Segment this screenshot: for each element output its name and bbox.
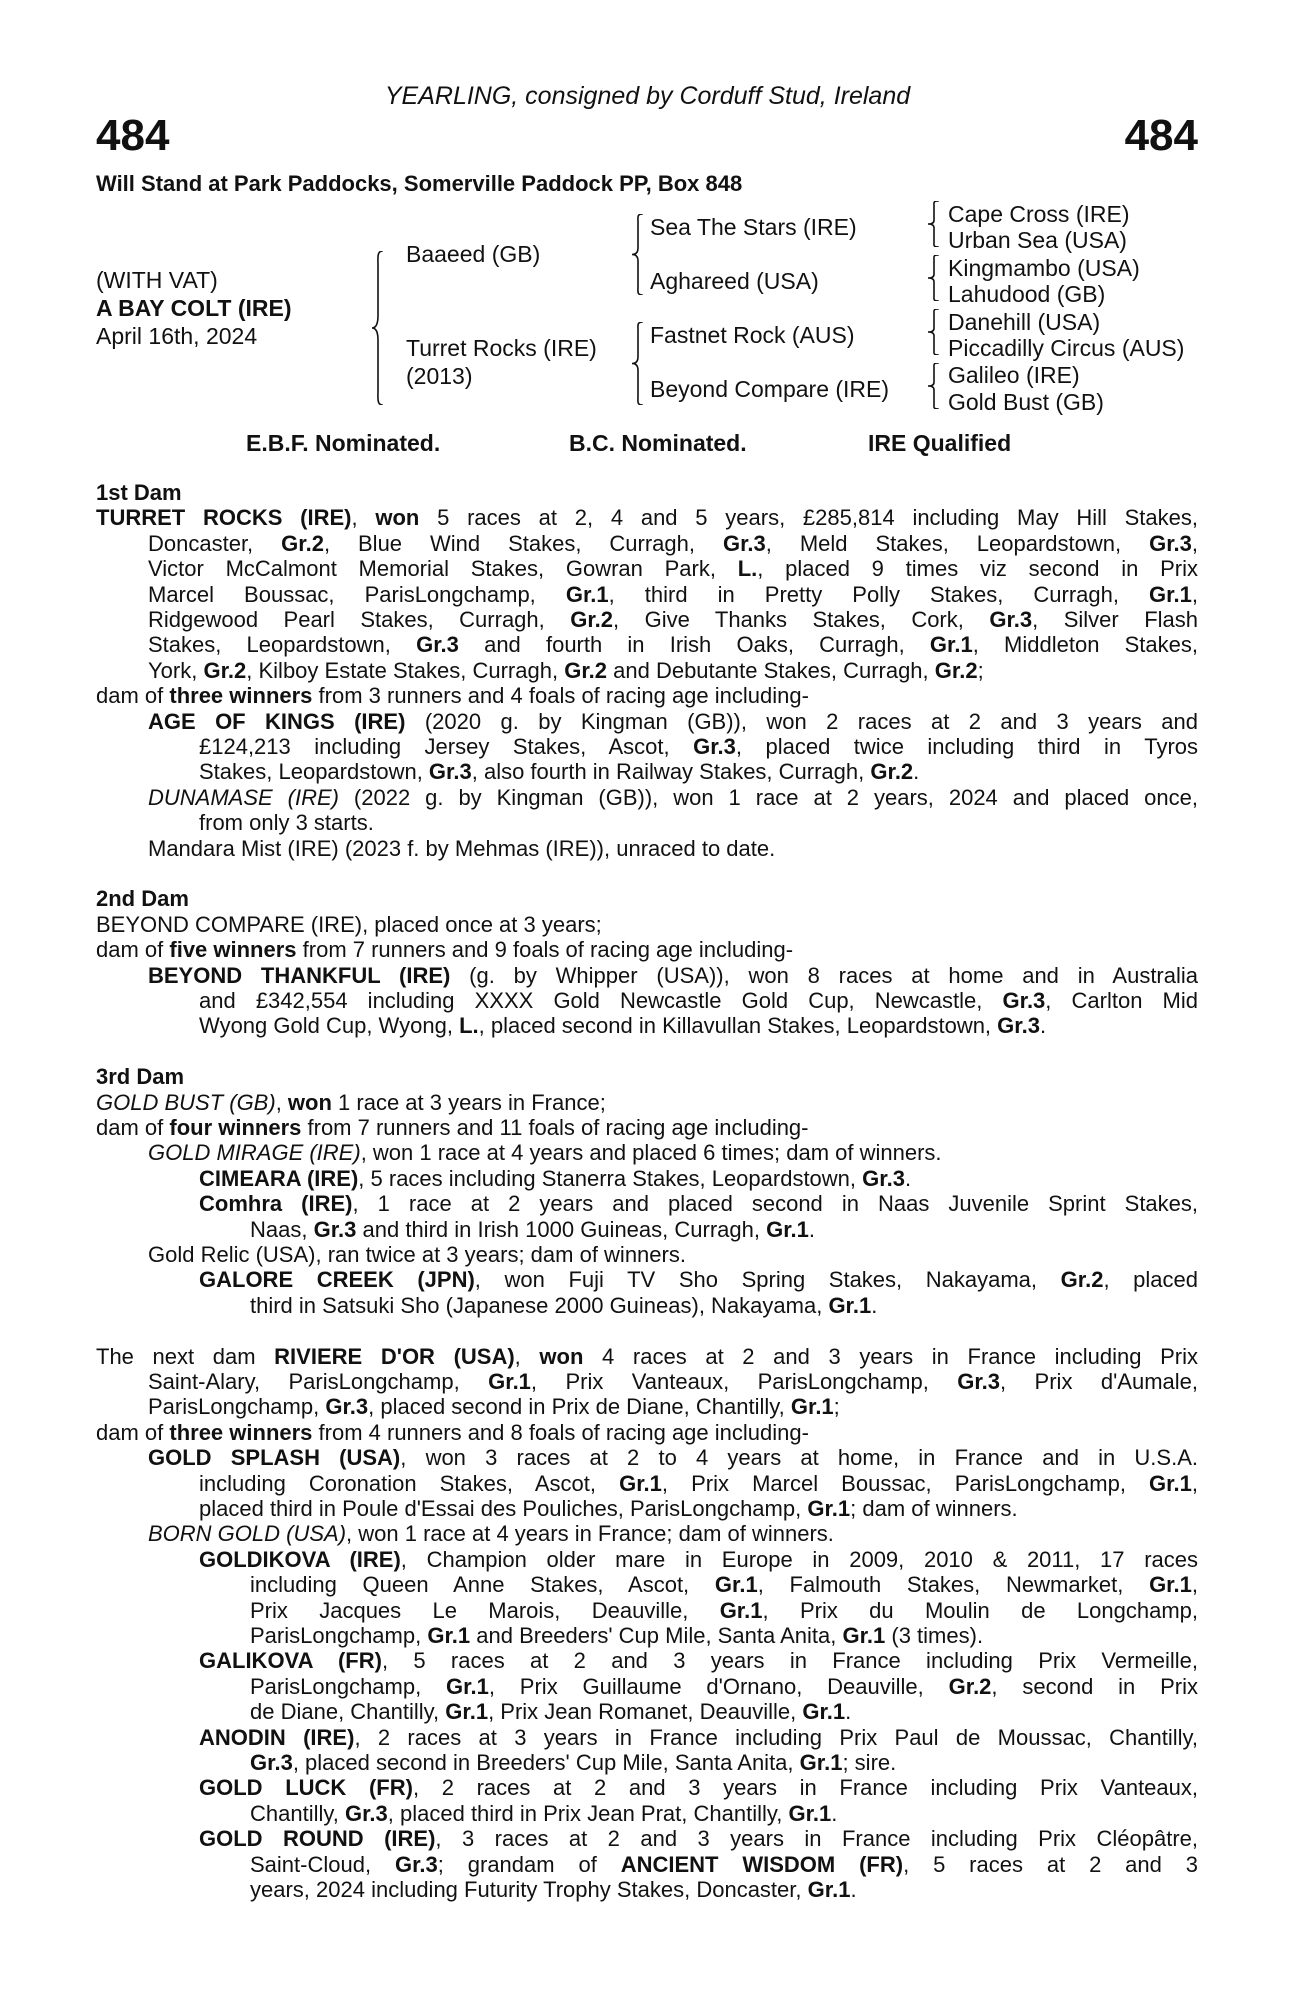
text-run: ; xyxy=(977,657,984,683)
text-run: Naas, xyxy=(250,1216,314,1242)
bold-text: GOLD SPLASH (USA) xyxy=(148,1445,401,1471)
text-run: and Debutante Stakes, Curragh, xyxy=(607,657,935,683)
text-run: The next dam xyxy=(96,1343,275,1369)
text-run: , Champion older mare in Europe in 2009, 2010 & 2011, 17 races xyxy=(400,1546,1199,1572)
text-run: , Prix d'Aumale, xyxy=(1000,1368,1198,1394)
bold-text: three winners xyxy=(169,1419,313,1445)
text-run: dam of xyxy=(96,1419,170,1445)
text-run: , third in Pretty Polly Stakes, Curragh, xyxy=(608,581,1150,607)
text-run: 4 races at 2 and 3 years in France including Prix xyxy=(583,1343,1198,1369)
text-run: Chantilly, xyxy=(250,1800,345,1826)
text-run: from 7 runners and 11 foals of racing age including- xyxy=(301,1114,809,1140)
text-run: , xyxy=(351,505,376,531)
text-run: , xyxy=(1191,1470,1198,1496)
text-run: and fourth in Irish Oaks, Curragh, xyxy=(458,632,930,658)
text-run: , placed second in Breeders' Cup Mile, Santa Anita, xyxy=(292,1749,800,1775)
section-heading: 1st Dam xyxy=(96,480,182,505)
text-line xyxy=(96,1623,1198,1648)
bold-text: Gr.1 xyxy=(802,1699,846,1725)
bold-text: Gr.2 xyxy=(570,606,614,632)
text-run: , 5 races at 2 and 3 xyxy=(903,1851,1198,1877)
bold-text: Gr.1 xyxy=(445,1699,489,1725)
dam-year: (2013) xyxy=(406,363,473,389)
text-line xyxy=(96,1013,1198,1038)
foaling-date: April 16th, 2024 xyxy=(96,323,258,349)
text-run: , placed twice including third in Tyros xyxy=(735,733,1199,759)
bold-text: RIVIERE D'OR (USA) xyxy=(274,1343,515,1369)
text-line xyxy=(96,836,1198,861)
spacer xyxy=(96,1318,1198,1343)
bold-text: Gr.3 xyxy=(325,1394,369,1420)
text-line xyxy=(96,1394,1198,1419)
text-line xyxy=(96,937,1198,962)
text-line xyxy=(96,963,1198,988)
text-line xyxy=(96,1420,1198,1445)
bold-text: Gr.1 xyxy=(842,1622,886,1648)
text-run: Stakes, Leopardstown, xyxy=(199,759,429,785)
lot-number-right: 484 xyxy=(1124,111,1198,160)
section-heading: 3rd Dam xyxy=(96,1064,185,1090)
text-run: ; dam of winners. xyxy=(850,1495,1018,1521)
text-line xyxy=(96,1166,1198,1191)
bold-text: GOLD ROUND (IRE) xyxy=(199,1826,436,1852)
text-run: Saint-Alary, ParisLongchamp, xyxy=(148,1368,489,1394)
text-run: , placed 9 times viz second in Prix xyxy=(757,556,1198,582)
text-line xyxy=(96,1496,1198,1521)
bold-text: Gr.3 xyxy=(313,1216,357,1242)
bold-text: Gr.1 xyxy=(719,1597,763,1623)
text-run: , placed second in Killavullan Stakes, Leopardstown, xyxy=(478,1013,998,1039)
text-line xyxy=(96,1775,1198,1800)
text-run: , 2 races at 3 years in France including Prix Paul de Moussac, Chantilly, xyxy=(354,1724,1198,1750)
text-run: third in Satsuki Sho (Japanese 2000 Guineas), Nakayama, xyxy=(250,1292,829,1318)
text-run: , placed third in Prix Jean Prat, Chantilly, xyxy=(387,1800,789,1826)
vat-note: (WITH VAT) xyxy=(96,267,218,293)
great-grandparent: Urban Sea (USA) xyxy=(948,227,1127,253)
text-line xyxy=(96,734,1198,759)
bold-text: Gr.2 xyxy=(948,1673,992,1699)
text-run: . xyxy=(913,759,920,785)
bold-text: four winners xyxy=(169,1114,302,1140)
text-line xyxy=(96,582,1198,607)
bold-text: won xyxy=(539,1343,584,1369)
text-run: Gold Relic (USA), ran twice at 3 years; dam of winners. xyxy=(148,1241,686,1267)
text-run: , Blue Wind Stakes, Curragh, xyxy=(323,530,723,556)
bold-text: Comhra (IRE) xyxy=(199,1191,353,1217)
text-run: including Queen Anne Stakes, Ascot, xyxy=(250,1572,715,1598)
consignment-heading: YEARLING, consigned by Corduff Stud, Ireland xyxy=(384,82,911,110)
text-run: from 3 runners and 4 foals of racing age including- xyxy=(312,683,809,709)
bold-text: ANCIENT WISDOM (FR) xyxy=(620,1851,904,1877)
text-line xyxy=(96,988,1198,1013)
bold-text: Gr.1 xyxy=(807,1876,851,1902)
text-line xyxy=(96,810,1198,835)
bold-text: five winners xyxy=(169,937,297,963)
text-line xyxy=(96,607,1198,632)
bold-text: Gr.3 xyxy=(428,759,472,785)
text-run: , placed xyxy=(1103,1267,1198,1293)
text-run: , Prix Vanteaux, ParisLongchamp, xyxy=(530,1368,958,1394)
text-run: , 2 races at 2 and 3 years in France including Prix Vanteaux, xyxy=(412,1775,1198,1801)
great-grandparent: Kingmambo (USA) xyxy=(948,255,1140,281)
text-run: (3 times). xyxy=(885,1622,984,1648)
brace-icon xyxy=(928,201,940,247)
bold-text: Gr.3 xyxy=(344,1800,388,1826)
bold-text: Gr.3 xyxy=(394,1851,438,1877)
great-grandparent: Danehill (USA) xyxy=(948,309,1101,335)
lot-number-left: 484 xyxy=(96,111,170,160)
text-line xyxy=(96,632,1198,657)
text-run: ParisLongchamp, xyxy=(250,1673,447,1699)
text-run: . xyxy=(831,1800,838,1826)
bold-text: Gr.1 xyxy=(766,1216,809,1242)
text-run: BEYOND COMPARE (IRE), placed once at 3 years; xyxy=(96,911,602,937)
section-heading: 2nd Dam xyxy=(96,886,189,912)
text-run: and third in Irish 1000 Guineas, Curragh, xyxy=(356,1216,767,1242)
bold-text: Gr.3 xyxy=(989,606,1033,632)
text-line xyxy=(96,1115,1198,1140)
dam: Turret Rocks (IRE) xyxy=(406,335,597,361)
bold-text: Gr.3 xyxy=(722,530,766,556)
sire-sire: Sea The Stars (IRE) xyxy=(650,214,857,240)
text-line xyxy=(96,1877,1198,1902)
text-line xyxy=(96,531,1198,556)
bold-text: Gr.1 xyxy=(788,1800,832,1826)
text-line xyxy=(96,1217,1198,1242)
brace-icon xyxy=(632,322,644,405)
text-line xyxy=(96,1293,1198,1318)
italic-text: GOLD MIRAGE (IRE) xyxy=(148,1140,361,1166)
text-line xyxy=(96,1521,1198,1546)
great-grandparent: Cape Cross (IRE) xyxy=(948,201,1130,227)
text-run: , Prix Jean Romanet, Deauville, xyxy=(488,1699,803,1725)
bold-text: Gr.2 xyxy=(870,759,914,785)
text-run: , also fourth in Railway Stakes, Curragh, xyxy=(471,759,871,785)
text-run: dam of xyxy=(96,1114,170,1140)
text-run: ; xyxy=(833,1394,840,1420)
bold-text: Gr.1 xyxy=(799,1749,843,1775)
text-run: , Prix Marcel Boussac, ParisLongchamp, xyxy=(661,1470,1150,1496)
text-run: dam of xyxy=(96,937,170,963)
bold-text: Gr.1 xyxy=(427,1622,471,1648)
bold-text: L. xyxy=(459,1013,479,1039)
dam-sire: Fastnet Rock (AUS) xyxy=(650,322,855,348)
text-run: . xyxy=(871,1292,878,1318)
bold-text: Gr.2 xyxy=(564,657,608,683)
text-run: York, xyxy=(148,657,204,683)
text-run: , xyxy=(1191,530,1199,556)
ire-qualification: IRE Qualified xyxy=(868,430,1012,456)
text-run: , Give Thanks Stakes, Cork, xyxy=(613,606,990,632)
bc-nomination: B.C. Nominated. xyxy=(569,430,747,456)
text-line xyxy=(96,1572,1198,1597)
great-grandparent: Lahudood (GB) xyxy=(948,281,1106,307)
text-run: (2020 g. by Kingman (GB)), won 2 races at 2 and 3 years and xyxy=(405,708,1199,734)
horse-name: A BAY COLT (IRE) xyxy=(96,295,292,321)
text-line xyxy=(96,505,1198,530)
bold-text: TURRET ROCKS (IRE) xyxy=(96,505,352,531)
text-line xyxy=(96,1674,1198,1699)
text-run: , xyxy=(514,1343,540,1369)
text-run: Saint-Cloud, xyxy=(250,1851,395,1877)
text-run: , xyxy=(1191,1572,1198,1598)
spacer xyxy=(96,861,1198,886)
bold-text: Gr.1 xyxy=(828,1292,872,1318)
bold-text: won xyxy=(375,505,420,531)
bold-text: Gr.1 xyxy=(807,1495,851,1521)
text-line xyxy=(96,1140,1198,1165)
text-run: , Falmouth Stakes, Newmarket, xyxy=(757,1572,1150,1598)
bold-text: GOLDIKOVA (IRE) xyxy=(199,1546,401,1572)
italic-text: DUNAMASE (IRE) xyxy=(148,784,339,810)
ebf-nomination: E.B.F. Nominated. xyxy=(246,430,441,456)
text-line xyxy=(96,1598,1198,1623)
bold-text: CIMEARA (IRE) xyxy=(199,1165,359,1191)
text-line xyxy=(96,709,1198,734)
bold-text: Gr.3 xyxy=(1149,530,1192,556)
text-line xyxy=(96,658,1198,683)
text-run: , Middleton Stakes, xyxy=(972,632,1198,658)
text-run: . xyxy=(1039,1013,1047,1039)
text-run: . xyxy=(808,1216,816,1242)
text-line xyxy=(96,1471,1198,1496)
text-line xyxy=(96,785,1198,810)
text-line xyxy=(96,1445,1198,1470)
bold-text: Gr.1 xyxy=(714,1572,758,1598)
text-run: , 5 races including Stanerra Stakes, Leopardstown, xyxy=(358,1165,863,1191)
text-line xyxy=(96,1725,1198,1750)
text-line xyxy=(96,1852,1198,1877)
bold-text: Gr.1 xyxy=(790,1394,834,1420)
bold-text: ANODIN (IRE) xyxy=(199,1724,355,1750)
brace-icon xyxy=(632,214,644,295)
text-run: . xyxy=(850,1876,857,1902)
bold-text: Gr.2 xyxy=(203,657,247,683)
text-run: 1 race at 3 years in France; xyxy=(331,1089,606,1115)
bold-text: won xyxy=(287,1089,332,1115)
sire-dam: Aghareed (USA) xyxy=(650,268,819,294)
text-line xyxy=(96,1648,1198,1673)
sire: Baaeed (GB) xyxy=(406,241,541,267)
text-line xyxy=(96,1699,1198,1724)
text-line xyxy=(96,912,1198,937)
bold-text: Gr.3 xyxy=(693,733,736,759)
bold-text: GALIKOVA (FR) xyxy=(199,1648,382,1674)
text-line xyxy=(96,1369,1198,1394)
bold-text: Gr.2 xyxy=(1060,1267,1104,1293)
text-line xyxy=(96,1267,1198,1292)
bold-text: BEYOND THANKFUL (IRE) xyxy=(148,962,451,988)
text-run: Victor McCalmont Memorial Stakes, Gowran Park, xyxy=(148,556,738,582)
text-run: (g. by Whipper (USA)), won 8 races at home and in Australia xyxy=(450,962,1199,988)
text-run: years, 2024 including Futurity Trophy Stakes, Doncaster, xyxy=(250,1876,808,1902)
text-run: Marcel Boussac, ParisLongchamp, xyxy=(148,581,566,607)
text-run: Ridgewood Pearl Stakes, Curragh, xyxy=(148,606,571,632)
brace-icon xyxy=(928,309,940,355)
brace-icon xyxy=(928,363,940,409)
text-run: , xyxy=(1191,581,1198,607)
bold-text: GOLD LUCK (FR) xyxy=(199,1775,413,1801)
text-run: ParisLongchamp, xyxy=(148,1394,326,1420)
text-run: , Kilboy Estate Stakes, Curragh, xyxy=(246,657,565,683)
bold-text: Gr.1 xyxy=(488,1368,531,1394)
text-run: from only 3 starts. xyxy=(199,810,374,836)
spacer xyxy=(96,1039,1198,1064)
text-run: ; grandam of xyxy=(437,1851,621,1877)
text-run: 5 races at 2, 4 and 5 years, £285,814 including May Hill Stakes, xyxy=(419,505,1199,531)
text-run: Prix Jacques Le Marois, Deauville, xyxy=(250,1597,720,1623)
text-line xyxy=(96,1750,1198,1775)
text-run: , placed second in Prix de Diane, Chantilly, xyxy=(368,1394,791,1420)
brace-icon xyxy=(928,255,940,301)
bold-text: Gr.3 xyxy=(997,1013,1040,1039)
bold-text: Gr.3 xyxy=(1002,987,1046,1013)
text-run: , Silver Flash xyxy=(1032,606,1198,632)
bold-text: Gr.1 xyxy=(446,1673,489,1699)
bold-text: Gr.2 xyxy=(934,657,978,683)
text-run: , Carlton Mid xyxy=(1045,987,1198,1013)
text-run: £124,213 including Jersey Stakes, Ascot, xyxy=(199,733,694,759)
text-run: , Prix Guillaume d'Ornano, Deauville, xyxy=(488,1673,949,1699)
text-run: Stakes, Leopardstown, xyxy=(148,632,417,658)
text-run: dam of xyxy=(96,683,170,709)
text-line xyxy=(96,1547,1198,1572)
bold-text: Gr.1 xyxy=(929,632,973,658)
text-line xyxy=(96,759,1198,784)
text-run: from 4 runners and 8 foals of racing age including- xyxy=(312,1419,809,1445)
bold-text: Gr.1 xyxy=(565,581,609,607)
text-line xyxy=(96,1191,1198,1216)
text-run: including Coronation Stakes, Ascot, xyxy=(199,1470,620,1496)
text-run: ; sire. xyxy=(842,1749,897,1775)
great-grandparent: Gold Bust (GB) xyxy=(948,389,1104,415)
bold-text: Gr.1 xyxy=(1149,581,1192,607)
italic-text: GOLD BUST (GB) xyxy=(96,1089,276,1115)
text-run: , second in Prix xyxy=(991,1673,1198,1699)
italic-text: BORN GOLD (USA) xyxy=(148,1521,347,1547)
text-line xyxy=(96,556,1198,581)
text-run: , won 1 race at 4 years in France; dam of winners. xyxy=(346,1521,834,1547)
text-run: Doncaster, xyxy=(148,530,282,556)
bold-text: Gr.1 xyxy=(619,1470,662,1496)
text-run: , Meld Stakes, Leopardstown, xyxy=(765,530,1150,556)
bold-text: AGE OF KINGS (IRE) xyxy=(148,708,406,734)
text-line xyxy=(96,1801,1198,1826)
text-line xyxy=(96,1090,1198,1115)
bold-text: Gr.3 xyxy=(957,1368,1001,1394)
brace-icon xyxy=(372,251,384,405)
text-run: , 1 race at 2 years and placed second in Naas Juvenile Sprint Stakes, xyxy=(352,1191,1199,1217)
text-run: from 7 runners and 9 foals of racing age including- xyxy=(296,937,794,963)
great-grandparent: Galileo (IRE) xyxy=(948,362,1080,388)
text-run: placed third in Poule d'Essai des Pouliches, ParisLongchamp, xyxy=(199,1495,808,1521)
bold-text: Gr.1 xyxy=(1149,1572,1192,1598)
great-grandparent: Piccadilly Circus (AUS) xyxy=(948,335,1185,361)
text-run: Wyong Gold Cup, Wyong, xyxy=(199,1013,460,1039)
bold-text: Gr.3 xyxy=(416,632,459,658)
text-run: and Breeders' Cup Mile, Santa Anita, xyxy=(470,1622,843,1648)
text-line xyxy=(96,1242,1198,1267)
text-run: , 3 races at 2 and 3 years in France including Prix Cléopâtre, xyxy=(435,1826,1198,1852)
text-line xyxy=(96,683,1198,708)
stabling-location: Will Stand at Park Paddocks, Somerville Paddock PP, Box 848 xyxy=(96,171,743,196)
text-run: Mandara Mist (IRE) (2023 f. by Mehmas (IRE)), unraced to date. xyxy=(148,835,776,861)
text-run: ParisLongchamp, xyxy=(250,1622,428,1648)
bold-text: three winners xyxy=(169,683,313,709)
dam-dam: Beyond Compare (IRE) xyxy=(650,376,890,402)
bold-text: L. xyxy=(737,556,758,582)
text-run: and £342,554 including XXXX Gold Newcastle Gold Cup, Newcastle, xyxy=(199,987,1003,1013)
bold-text: GALORE CREEK (JPN) xyxy=(199,1267,475,1293)
text-run: . xyxy=(904,1165,912,1191)
dam-line-text xyxy=(96,480,1198,1902)
text-line xyxy=(96,1826,1198,1851)
bold-text: Gr.3 xyxy=(862,1165,905,1191)
text-run: , won Fuji TV Sho Spring Stakes, Nakayama, xyxy=(474,1267,1061,1293)
text-run: (2022 g. by Kingman (GB)), won 1 race at 2 years, 2024 and placed once, xyxy=(338,784,1198,810)
text-run: . xyxy=(845,1699,852,1725)
text-run: , xyxy=(275,1089,288,1115)
text-run: , won 3 races at 2 to 4 years at home, in France and in U.S.A. xyxy=(400,1445,1198,1471)
text-line xyxy=(96,1344,1198,1369)
text-run: de Diane, Chantilly, xyxy=(250,1699,446,1725)
bold-text: Gr.2 xyxy=(281,530,324,556)
text-run: , 5 races at 2 and 3 years in France including Prix Vermeille, xyxy=(381,1648,1198,1674)
text-run: , Prix du Moulin de Longchamp, xyxy=(762,1597,1198,1623)
bold-text: Gr.3 xyxy=(250,1749,293,1775)
bold-text: Gr.1 xyxy=(1149,1470,1192,1496)
text-run: , won 1 race at 4 years and placed 6 times; dam of winners. xyxy=(360,1140,942,1166)
